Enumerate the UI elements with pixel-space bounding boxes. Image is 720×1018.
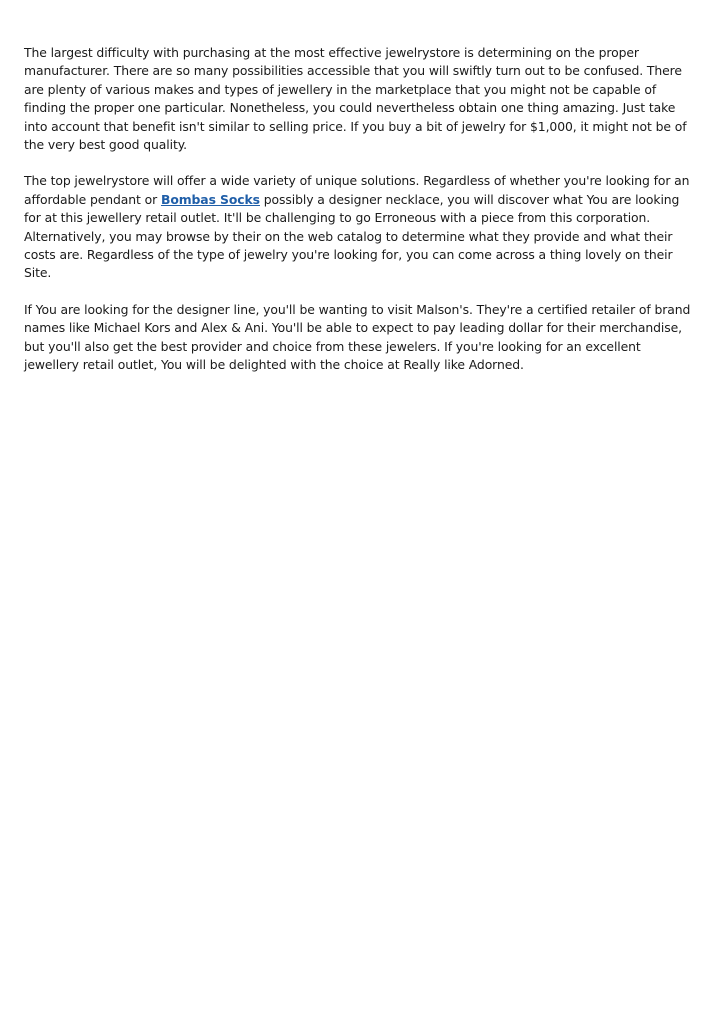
paragraph-2 [24, 172, 696, 282]
paragraph-1: The largest difficulty with purchasing at the most effective jewelrystore is determining on the proper manufacturer. There are so many possibilities accessible that you will swiftly turn out to be confused. There are plenty of various makes and types of jewellery in the marketplace that you might not be capable of finding the proper one particular. Nonetheless, you could nevertheless obtain one thing amazing. Just take into account that benefit isn't similar to selling price. If you buy a bit of jewelry for $1,000, it might not be of the very best good quality. [24, 45, 687, 153]
paragraph-2-text-before: The top jewelrystore will offer a wide variety of unique solutions. Regardless of whether you're looking for an affordable pendant or [24, 173, 690, 207]
paragraph-2-text-after: possibly a designer necklace, you will discover what You are looking for at this jewellery retail outlet. It'll be challenging to go Erroneous with a piece from this corporation. Alternatively, you may browse by their on the web catalog to determine what they provide and what their costs are. Regardless of the type of jewelry you're looking for, you can come across a thing lovely on their Site. [24, 191, 680, 281]
document-page [24, 44, 696, 393]
bombas-socks-link[interactable]: Bombas Socks [160, 191, 260, 207]
paragraph-3: If You are looking for the designer line, you'll be wanting to visit Malson's. They're a certified retailer of brand names like Michael Kors and Alex & Ani. You'll be able to expect to pay leading dollar for their merchandise, but you'll also get the best provider and choice from these jewelers. If you're looking for an excellent jewellery retail outlet, You will be delighted with the choice at Really like Adorned. [24, 301, 691, 373]
